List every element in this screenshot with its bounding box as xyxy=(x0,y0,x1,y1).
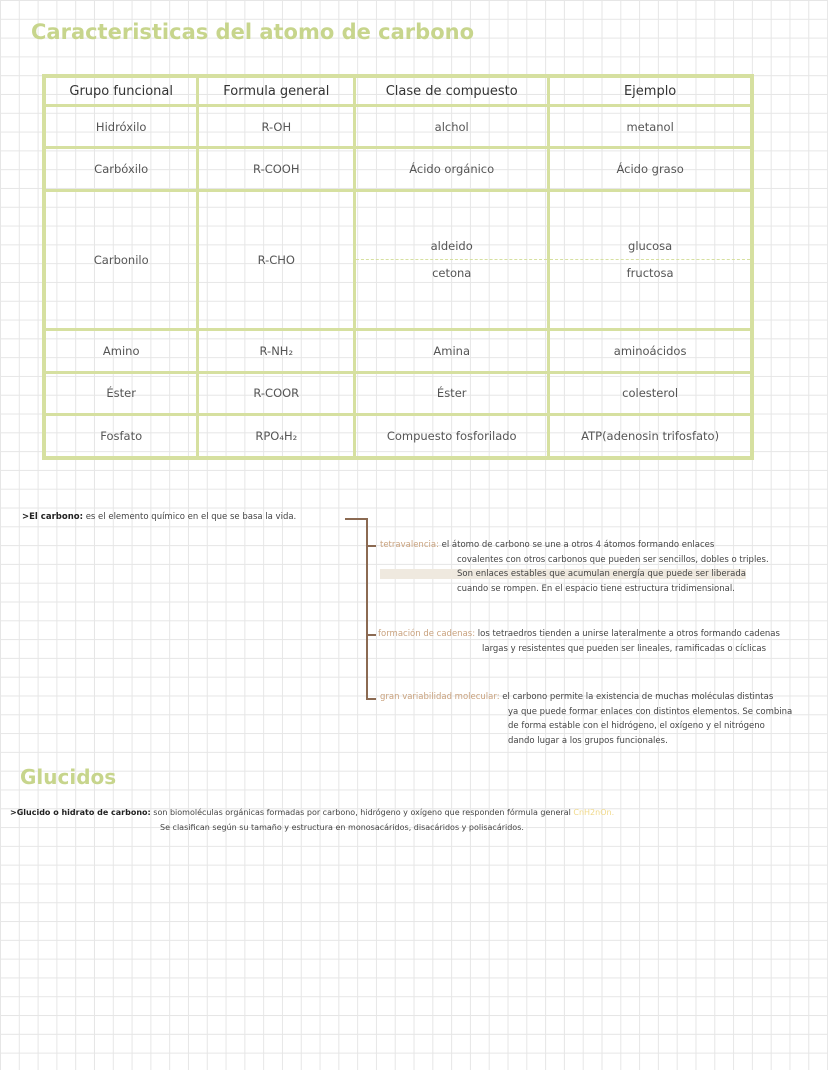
column-header: Formula general xyxy=(198,76,355,106)
functional-groups-table xyxy=(42,74,754,460)
table-cell: R-OH xyxy=(198,106,355,148)
column-header: Grupo funcional xyxy=(44,76,198,106)
table-cell: Éster xyxy=(355,372,549,414)
table-cell: aldeido cetona xyxy=(355,190,549,330)
table-row xyxy=(44,414,752,458)
table-cell: Fosfato xyxy=(44,414,198,458)
column-header: Ejemplo xyxy=(549,76,752,106)
table-row xyxy=(44,106,752,148)
table-cell: ATP(adenosin trifosfato) xyxy=(549,414,752,458)
item-tetravalencia: tetravalencia: el átomo de carbono se une a otros 4 átomos formando enlaces covalentes con otros carbonos que pueden ser sencillos, dobles o triples. Son enlaces estables que acumulan energía que puede ser liberada cuando se rompen. En el espacio tiene estructura tridimensional. xyxy=(380,540,769,594)
table-cell: Ácido graso xyxy=(549,148,752,190)
table-row xyxy=(44,372,752,414)
table-cell: R-NH₂ xyxy=(198,330,355,372)
table-cell: RPO₄H₂ xyxy=(198,414,355,458)
table-cell: Carbóxilo xyxy=(44,148,198,190)
carbon-intro xyxy=(22,510,296,525)
item-variabilidad: gran variabilidad molecular: el carbono permite la existencia de muchas moléculas distintas ya que puede formar enlaces con distintos elementos. Se combina de forma estable con el hidrógeno, el oxígeno y el nitrógeno dando lugar a los grupos funcionales. xyxy=(380,692,793,746)
table-row xyxy=(44,330,752,372)
table-cell: Ácido orgánico xyxy=(355,148,549,190)
table-cell: Compuesto fosforilado xyxy=(355,414,549,458)
table-cell: Carbonilo xyxy=(44,190,198,330)
table-cell: R-COOR xyxy=(198,372,355,414)
page-title: Caracteristicas del atomo de carbono xyxy=(31,20,474,44)
table-row xyxy=(44,190,752,330)
table-cell: alchol xyxy=(355,106,549,148)
table-row xyxy=(44,148,752,190)
table-cell: Hidróxilo xyxy=(44,106,198,148)
table-cell: aminoácidos xyxy=(549,330,752,372)
table-cell: Amino xyxy=(44,330,198,372)
table-cell: R-COOH xyxy=(198,148,355,190)
carbon-lead: >El carbono: xyxy=(22,512,83,522)
table-cell: metanol xyxy=(549,106,752,148)
column-header: Clase de compuesto xyxy=(355,76,549,106)
table-cell: colesterol xyxy=(549,372,752,414)
table-cell: Amina xyxy=(355,330,549,372)
item-cadenas: formación de cadenas: los tetraedros tienden a unirse lateralmente a otros formando cadenas largas y resistentes que pueden ser lineales, ramificadas o cíclicas xyxy=(378,629,780,654)
section-heading-glucidos: Glucidos xyxy=(20,765,117,789)
table-cell: glucosa fructosa xyxy=(549,190,752,330)
table-cell: R-CHO xyxy=(198,190,355,330)
glucidos-text: >Glucido o hidrato de carbono: son biomoléculas orgánicas formadas por carbono, hidrógeno y oxígeno que responden fórmula general CnH2nOn. Se clasifican según su tamaño y estructura en monosacáridos, disacáridos y polisacáridos. xyxy=(10,808,615,832)
table-cell: Éster xyxy=(44,372,198,414)
carbon-lead-text: es el elemento químico en el que se basa la vida. xyxy=(85,512,297,522)
